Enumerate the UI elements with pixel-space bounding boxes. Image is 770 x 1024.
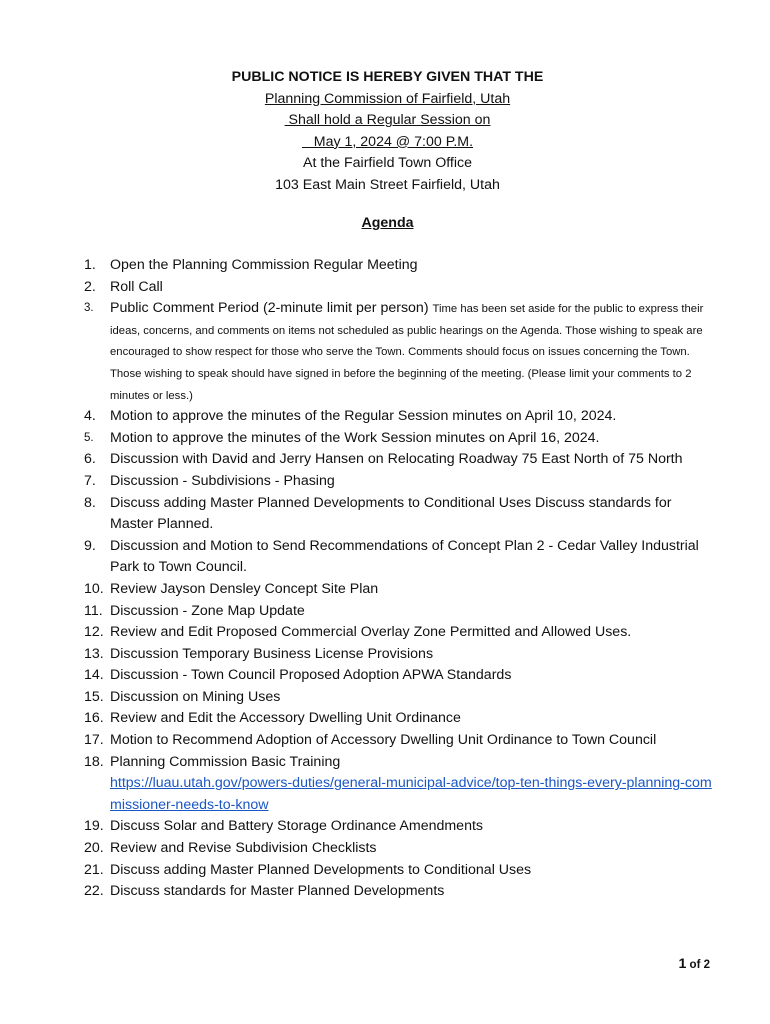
agenda-item-text: Discussion Temporary Business License Provisions (110, 645, 434, 662)
agenda-item-text: Discuss adding Master Planned Developments to Conditional Uses (110, 861, 532, 878)
agenda-item-note: Time has been set aside for the public to express their ideas, concerns, and comments on items not scheduled as public hearings on the Agenda. Those wishing to speak are encouraged to show respect for those who serve the Town. Comments should focus on issues concerning the Town. Those wishing to speak should have signed in before the beginning of the meeting. (Please limit your comments to 2 minutes or less.) (110, 303, 704, 402)
agenda-item (84, 708, 714, 730)
page-number (678, 956, 710, 972)
agenda-item-text: Discuss adding Master Planned Developments to Conditional Uses Discuss standards for Master Planned. (110, 494, 672, 533)
session-venue: At the Fairfield Town Office (302, 155, 472, 172)
agenda-item-number: 17. (84, 732, 104, 749)
agenda-item (84, 687, 714, 709)
agenda-item (84, 838, 714, 860)
agenda-item-number: 12. (84, 624, 104, 641)
agenda-item-text: Review and Revise Subdivision Checklists (110, 840, 377, 857)
agenda-item (84, 255, 714, 277)
agenda-item-text: Discussion and Motion to Send Recommendations of Concept Plan 2 - Cedar Valley Industrial Park to Town Council. (110, 537, 699, 576)
agenda-item-number: 14. (84, 667, 104, 684)
agenda-item (84, 816, 714, 838)
agenda-item-text: Public Comment Period (2-minute limit per person) (110, 300, 429, 317)
agenda-title: Agenda (361, 215, 414, 231)
agenda-item-number: 13. (84, 645, 104, 662)
agenda-item (84, 881, 714, 903)
agenda-item-number: 19. (84, 818, 104, 835)
agenda-item-number: 1. (84, 257, 96, 273)
agenda-item-text: Discuss standards for Master Planned Developments (110, 883, 445, 900)
agenda-item (84, 277, 714, 299)
page-total: of 2 (686, 959, 710, 971)
agenda-item (84, 428, 714, 450)
agenda-item (84, 579, 714, 601)
agenda-item (84, 406, 714, 428)
agenda-item-text: Roll Call (110, 278, 163, 295)
agenda-item (84, 644, 714, 666)
agenda-item (84, 536, 714, 579)
agenda-item-number: 4. (84, 408, 96, 425)
training-link[interactable]: https://luau.utah.gov/powers-duties/general-municipal-advice/top-ten-things-every-planning-commissioner-needs-to-know (110, 775, 712, 813)
agenda-item-text: Discussion - Town Council Proposed Adoption APWA Standards (110, 667, 512, 684)
agenda-item-text: Discussion with David and Jerry Hansen on Relocating Roadway 75 East North of 75 North (110, 451, 683, 468)
agenda-item (84, 298, 714, 406)
notice-heading: PUBLIC NOTICE IS HEREBY GIVEN THAT THE (231, 69, 544, 85)
agenda-item (84, 449, 714, 471)
agenda-item (84, 752, 714, 817)
agenda-item (84, 860, 714, 882)
agenda-item-text: Motion to approve the minutes of the Regular Session minutes on April 10, 2024. (110, 408, 617, 425)
agenda-item (84, 471, 714, 493)
agenda-item-text: Planning Commission Basic Training (110, 753, 341, 770)
agenda-item (84, 601, 714, 623)
agenda-item-text: Review Jayson Densley Concept Site Plan (110, 580, 379, 597)
agenda-item-text: Discuss Solar and Battery Storage Ordinance Amendments (110, 818, 484, 835)
agenda-item-number: 8. (84, 494, 96, 511)
agenda-item-text: Discussion - Zone Map Update (110, 602, 305, 619)
agenda-item-text: Review and Edit Proposed Commercial Overlay Zone Permitted and Allowed Uses. (110, 624, 632, 641)
session-date: May 1, 2024 @ 7:00 P.M. (301, 133, 474, 150)
agenda-item (84, 622, 714, 644)
agenda-item-number: 21. (84, 861, 104, 878)
agenda-item (84, 730, 714, 752)
agenda-item-number: 5. (84, 431, 94, 444)
agenda-item (84, 493, 714, 536)
agenda-item-number: 6. (84, 451, 96, 468)
agenda-item-number: 2. (84, 278, 96, 295)
agenda-item (84, 665, 714, 687)
agenda-item-number: 11. (84, 602, 103, 619)
agenda-item-text: Review and Edit the Accessory Dwelling Unit Ordinance (110, 710, 461, 727)
agenda-item-number: 9. (84, 537, 96, 554)
session-type: Shall hold a Regular Session on (284, 112, 491, 129)
agenda-item-number: 10. (84, 580, 104, 597)
agenda-item-text: Motion to Recommend Adoption of Accessory Dwelling Unit Ordinance to Town Council (110, 732, 657, 749)
agenda-item-number: 7. (84, 472, 96, 489)
agenda-item-number: 3. (84, 302, 94, 315)
agenda-item-text: Discussion - Subdivisions - Phasing (110, 472, 335, 489)
agenda-item-number: 18. (84, 753, 104, 770)
commission-name: Planning Commission of Fairfield, Utah (264, 90, 511, 107)
agenda-item-number: 22. (84, 883, 104, 900)
agenda-item-number: 20. (84, 840, 104, 857)
agenda-item-text: Open the Planning Commission Regular Meeting (110, 257, 418, 273)
agenda-list (84, 255, 714, 903)
agenda-item-number: 16. (84, 710, 104, 727)
agenda-item-text: Motion to approve the minutes of the Work Session minutes on April 16, 2024. (110, 429, 600, 446)
page-current: 1 (678, 956, 687, 972)
agenda-item-number: 15. (84, 688, 104, 705)
notice-header (0, 67, 770, 197)
session-address: 103 East Main Street Fairfield, Utah (275, 176, 500, 193)
agenda-item-text: Discussion on Mining Uses (110, 688, 281, 705)
